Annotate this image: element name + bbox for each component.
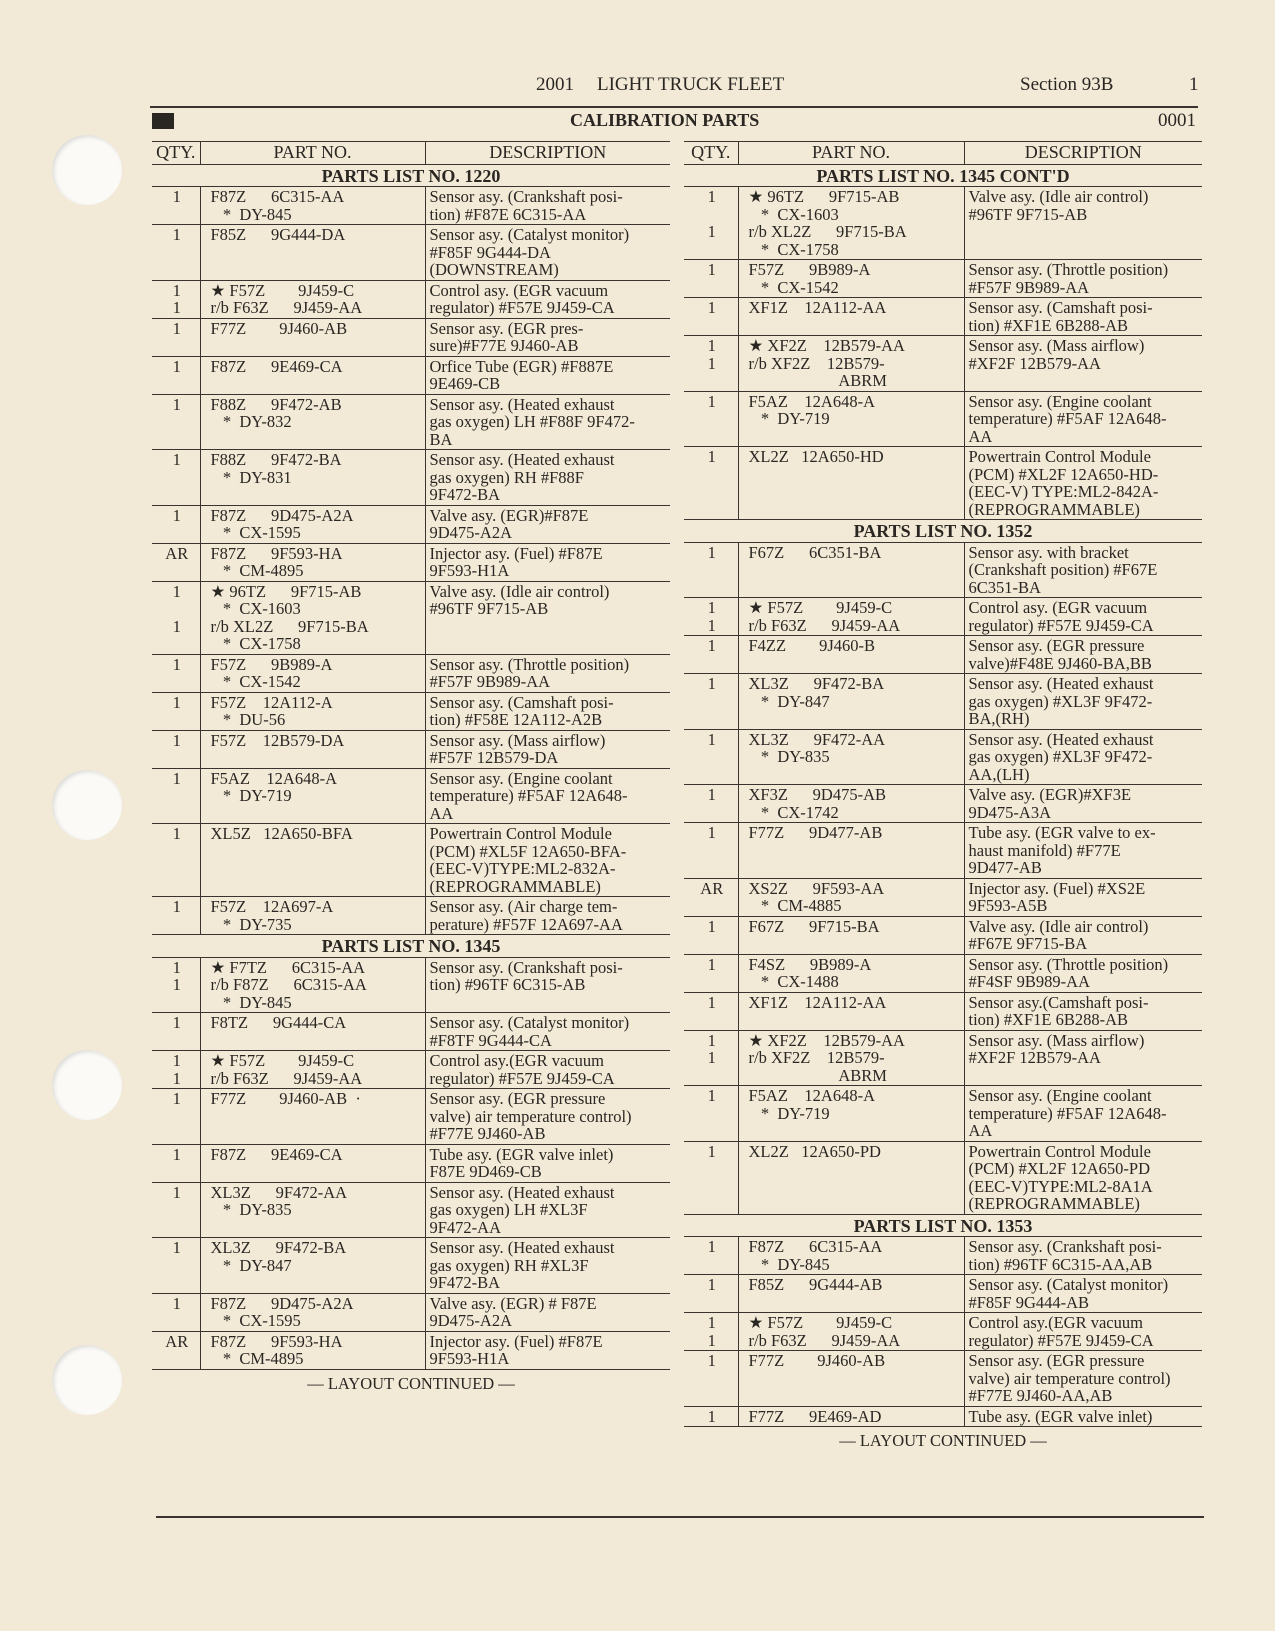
table-row	[684, 823, 1202, 879]
table-row	[684, 674, 1202, 730]
table-row	[684, 260, 1202, 298]
part-no-cell: XL3Z 9F472-AA * DY-835	[200, 1182, 425, 1238]
qty-cell: 1	[684, 823, 738, 879]
qty-cell: 1 1	[684, 187, 738, 260]
description-cell: Sensor asy. (Catalyst monitor) #F85F 9G444-DA (DOWNSTREAM)	[425, 225, 670, 281]
table-row	[152, 1013, 670, 1051]
part-no-cell: F77Z 9D477-AB	[738, 823, 964, 879]
part-no-cell: F87Z 6C315-AA * DY-845	[738, 1237, 964, 1275]
part-no-cell: F87Z 9F593-HA * CM-4895	[200, 1331, 425, 1369]
qty-cell: 1	[684, 1406, 738, 1427]
description-cell: Sensor asy. (Catalyst monitor) #F8TF 9G444-CA	[425, 1013, 670, 1051]
description-cell: Sensor asy. (Heated exhaust gas oxygen) #XL3F 9F472- BA,(RH)	[964, 674, 1202, 730]
table-row	[152, 768, 670, 824]
qty-cell: 1	[684, 447, 738, 520]
qty-cell: 1	[152, 730, 200, 768]
table-row	[684, 878, 1202, 916]
qty-header: QTY.	[152, 142, 200, 165]
part-no-cell: F5AZ 12A648-A * DY-719	[200, 768, 425, 824]
description-cell: Sensor asy. (Throttle position) #F57F 9B989-AA	[964, 260, 1202, 298]
part-no-cell: ★ F7TZ 6C315-AA r/b F87Z 6C315-AA * DY-845	[200, 957, 425, 1013]
part-no-cell: F57Z 12B579-DA	[200, 730, 425, 768]
description-cell: Sensor asy. (EGR pres- sure)#F77E 9J460-AB	[425, 318, 670, 356]
table-row	[152, 692, 670, 730]
table-row	[684, 636, 1202, 674]
description-cell: Sensor asy. (Crankshaft posi- tion) #F87E 6C315-AA	[425, 187, 670, 225]
table-row	[152, 581, 670, 654]
qty-cell: AR	[152, 1331, 200, 1369]
table-row	[684, 729, 1202, 785]
table-row	[684, 1141, 1202, 1214]
description-cell: Valve asy. (EGR)#F87E 9D475-A2A	[425, 505, 670, 543]
parts-list-heading: PARTS LIST NO. 1353	[684, 1214, 1202, 1237]
table-row	[152, 1051, 670, 1089]
qty-cell: 1 1	[684, 336, 738, 392]
part-no-cell: F8TZ 9G444-CA	[200, 1013, 425, 1051]
description-cell: Sensor asy. (Crankshaft posi- tion) #96TF 6C315-AA,AB	[964, 1237, 1202, 1275]
qty-cell: 1	[684, 954, 738, 992]
description-header: DESCRIPTION	[964, 142, 1202, 165]
qty-cell: 1	[152, 824, 200, 897]
part-no-cell: XF3Z 9D475-AB * CX-1742	[738, 785, 964, 823]
parts-list-heading-row	[684, 164, 1202, 187]
qty-cell: AR	[684, 878, 738, 916]
description-cell: Tube asy. (EGR valve to ex- haust manifold) #F77E 9D477-AB	[964, 823, 1202, 879]
qty-cell: 1 1	[152, 280, 200, 318]
table-row	[152, 824, 670, 897]
description-cell: Control asy. (EGR vacuum regulator) #F57E 9J459-CA	[425, 280, 670, 318]
qty-cell: 1 1	[684, 1313, 738, 1351]
table-row	[152, 356, 670, 394]
description-cell: Sensor asy. (EGR pressure valve) air temperature control) #F77E 9J460-AA,AB	[964, 1351, 1202, 1407]
parts-list-heading: PARTS LIST NO. 1345 CONT'D	[684, 164, 1202, 187]
part-no-cell: F67Z 9F715-BA	[738, 916, 964, 954]
description-cell: Sensor asy. (Engine coolant temperature) #F5AF 12A648- AA	[425, 768, 670, 824]
qty-cell: 1	[684, 1086, 738, 1142]
index-marker	[152, 113, 174, 129]
table-row	[684, 1086, 1202, 1142]
right-table-body	[684, 164, 1202, 1427]
table-row	[684, 916, 1202, 954]
table-row	[152, 505, 670, 543]
description-cell: Control asy.(EGR vacuum regulator) #F57E 9J459-CA	[425, 1051, 670, 1089]
qty-cell: 1	[152, 1089, 200, 1145]
part-no-cell: F4ZZ 9J460-B	[738, 636, 964, 674]
qty-cell: 1	[684, 636, 738, 674]
qty-cell: 1	[152, 768, 200, 824]
table-row	[684, 542, 1202, 598]
binder-hole	[52, 770, 122, 840]
description-cell: Valve asy. (EGR)#XF3E 9D475-A3A	[964, 785, 1202, 823]
qty-cell: 1	[152, 394, 200, 450]
qty-cell: 1	[152, 225, 200, 281]
description-cell: Valve asy. (Idle air control) #96TF 9F715-AB	[964, 187, 1202, 260]
year-title: 2001	[536, 74, 574, 95]
qty-cell: 1	[152, 692, 200, 730]
qty-cell: 1	[152, 187, 200, 225]
table-row	[684, 336, 1202, 392]
part-no-cell: F4SZ 9B989-A * CX-1488	[738, 954, 964, 992]
description-cell: Orfice Tube (EGR) #F887E 9E469-CB	[425, 356, 670, 394]
description-cell: Sensor asy. (Heated exhaust gas oxygen) LH #XL3F 9F472-AA	[425, 1182, 670, 1238]
description-cell: Sensor asy. (Throttle position) #F4SF 9B989-AA	[964, 954, 1202, 992]
binder-hole	[52, 1050, 122, 1120]
table-row	[684, 1275, 1202, 1313]
part-no-cell: F67Z 6C351-BA	[738, 542, 964, 598]
qty-cell: 1	[152, 450, 200, 506]
qty-cell: 1	[684, 542, 738, 598]
description-cell: Sensor asy. (Camshaft posi- tion) #F58E 12A112-A2B	[425, 692, 670, 730]
part-no-cell: ★ F57Z 9J459-C r/b F63Z 9J459-AA	[738, 1313, 964, 1351]
qty-cell: 1 1	[152, 957, 200, 1013]
qty-cell: 1	[684, 729, 738, 785]
qty-cell: 1 1	[152, 1051, 200, 1089]
part-no-cell: ★ 96TZ 9F715-AB * CX-1603 r/b XL2Z 9F715-BA * CX-1758	[200, 581, 425, 654]
table-row	[152, 730, 670, 768]
part-no-cell: F57Z 12A697-A * DY-735	[200, 897, 425, 935]
table-row	[684, 1351, 1202, 1407]
part-no-cell: F57Z 12A112-A * DU-56	[200, 692, 425, 730]
table-row	[152, 1331, 670, 1369]
description-cell: Sensor asy. (Engine coolant temperature) #F5AF 12A648- AA	[964, 391, 1202, 447]
qty-cell: 1	[152, 1144, 200, 1182]
part-no-cell: ★ XF2Z 12B579-AA r/b XF2Z 12B579- ABRM	[738, 1030, 964, 1086]
part-no-cell: XF1Z 12A112-AA	[738, 298, 964, 336]
part-no-cell: XL3Z 9F472-AA * DY-835	[738, 729, 964, 785]
description-cell: Sensor asy. (Catalyst monitor) #F85F 9G444-AB	[964, 1275, 1202, 1313]
table-row	[152, 280, 670, 318]
description-cell: Powertrain Control Module (PCM) #XL2F 12A650-HD- (EEC-V) TYPE:ML2-842A- (REPROGRAMMABLE)	[964, 447, 1202, 520]
qty-cell: 1	[684, 916, 738, 954]
part-no-cell: XF1Z 12A112-AA	[738, 992, 964, 1030]
catalog-code: 0001	[1158, 110, 1196, 131]
parts-list-heading: PARTS LIST NO. 1345	[152, 935, 670, 958]
description-cell: Sensor asy. (Throttle position) #F57F 9B989-AA	[425, 654, 670, 692]
description-cell: Sensor asy. (Heated exhaust gas oxygen) RH #F88F 9F472-BA	[425, 450, 670, 506]
part-no-cell: F88Z 9F472-AB * DY-832	[200, 394, 425, 450]
header-rule	[150, 106, 1198, 108]
qty-cell: 1	[684, 674, 738, 730]
qty-cell: 1	[684, 1351, 738, 1407]
parts-list-heading-row	[684, 1214, 1202, 1237]
part-no-cell: F88Z 9F472-BA * DY-831	[200, 450, 425, 506]
description-cell: Sensor asy. (Crankshaft posi- tion) #96TF 6C315-AB	[425, 957, 670, 1013]
part-no-cell: ★ F57Z 9J459-C r/b F63Z 9J459-AA	[738, 598, 964, 636]
qty-cell: AR	[152, 543, 200, 581]
column-header-row	[684, 142, 1202, 165]
qty-cell: 1	[152, 654, 200, 692]
description-cell: Valve asy. (Idle air control) #96TF 9F715-AB	[425, 581, 670, 654]
qty-cell: 1	[152, 1238, 200, 1294]
table-row	[684, 1406, 1202, 1427]
part-no-cell: F77Z 9E469-AD	[738, 1406, 964, 1427]
parts-list-heading: PARTS LIST NO. 1220	[152, 164, 670, 187]
left-table-body	[152, 164, 670, 1369]
parts-list-heading: PARTS LIST NO. 1352	[684, 520, 1202, 543]
page-number: 1	[1189, 74, 1199, 95]
part-no-cell: F5AZ 12A648-A * DY-719	[738, 1086, 964, 1142]
qty-cell: 1	[152, 1013, 200, 1051]
table-row	[152, 897, 670, 935]
part-no-cell: F87Z 9F593-HA * CM-4895	[200, 543, 425, 581]
part-no-cell: XL2Z 12A650-PD	[738, 1141, 964, 1214]
description-cell: Injector asy. (Fuel) #F87E 9F593-H1A	[425, 1331, 670, 1369]
part-no-cell: F87Z 9D475-A2A * CX-1595	[200, 505, 425, 543]
table-row	[152, 654, 670, 692]
binder-hole	[52, 1345, 122, 1415]
table-row	[684, 954, 1202, 992]
left-parts-table	[152, 141, 670, 1370]
part-no-header: PART NO.	[200, 142, 425, 165]
table-row	[152, 187, 670, 225]
part-no-cell: ★ F57Z 9J459-C r/b F63Z 9J459-AA	[200, 1051, 425, 1089]
description-cell: Sensor asy. (Engine coolant temperature) #F5AF 12A648- AA	[964, 1086, 1202, 1142]
table-row	[684, 598, 1202, 636]
qty-cell: 1	[684, 992, 738, 1030]
table-row	[152, 1182, 670, 1238]
section-label: Section 93B	[1020, 74, 1114, 95]
description-cell: Sensor asy. (EGR pressure valve)#F48E 9J460-BA,BB	[964, 636, 1202, 674]
qty-cell: 1	[684, 1141, 738, 1214]
description-cell: Valve asy. (EGR) # F87E 9D475-A2A	[425, 1293, 670, 1331]
qty-cell: 1	[152, 318, 200, 356]
table-row	[684, 391, 1202, 447]
layout-continued-left: — LAYOUT CONTINUED —	[307, 1373, 515, 1393]
description-cell: Sensor asy. (EGR pressure valve) air temperature control) #F77E 9J460-AB	[425, 1089, 670, 1145]
table-row	[152, 1089, 670, 1145]
part-no-cell: F87Z 6C315-AA * DY-845	[200, 187, 425, 225]
qty-cell: 1	[684, 1237, 738, 1275]
qty-cell: 1	[152, 1182, 200, 1238]
layout-continued-right: — LAYOUT CONTINUED —	[839, 1431, 1047, 1450]
table-row	[152, 543, 670, 581]
table-row	[152, 1293, 670, 1331]
part-no-cell: XL5Z 12A650-BFA	[200, 824, 425, 897]
description-cell: Tube asy. (EGR valve inlet)	[964, 1406, 1202, 1427]
qty-header: QTY.	[684, 142, 738, 165]
description-cell: Injector asy. (Fuel) #F87E 9F593-H1A	[425, 543, 670, 581]
qty-cell: 1	[152, 505, 200, 543]
table-row	[684, 992, 1202, 1030]
qty-cell: 1	[152, 897, 200, 935]
table-row	[152, 957, 670, 1013]
qty-cell: 1	[152, 356, 200, 394]
table-row	[152, 225, 670, 281]
table-row	[684, 1030, 1202, 1086]
parts-list-heading-row	[152, 935, 670, 958]
description-cell: Sensor asy. (Air charge tem- perature) #F57F 12A697-AA	[425, 897, 670, 935]
part-no-cell: XL3Z 9F472-BA * DY-847	[738, 674, 964, 730]
table-row	[684, 1313, 1202, 1351]
table-row	[152, 318, 670, 356]
part-no-cell: F77Z 9J460-AB	[738, 1351, 964, 1407]
description-header: DESCRIPTION	[425, 142, 670, 165]
qty-cell: 1	[152, 1293, 200, 1331]
table-row	[152, 394, 670, 450]
table-row	[684, 1237, 1202, 1275]
part-no-cell: ★ 96TZ 9F715-AB * CX-1603 r/b XL2Z 9F715-BA * CX-1758	[738, 187, 964, 260]
description-cell: Control asy.(EGR vacuum regulator) #F57E 9J459-CA	[964, 1313, 1202, 1351]
qty-cell: 1 1	[152, 581, 200, 654]
column-header-row	[152, 142, 670, 165]
part-no-cell: F5AZ 12A648-A * DY-719	[738, 391, 964, 447]
description-cell: Sensor asy. (Heated exhaust gas oxygen) RH #XL3F 9F472-BA	[425, 1238, 670, 1294]
right-column	[684, 141, 1202, 1451]
table-row	[684, 447, 1202, 520]
description-cell: Powertrain Control Module (PCM) #XL5F 12A650-BFA- (EEC-V)TYPE:ML2-832A- (REPROGRAMMABLE)	[425, 824, 670, 897]
parts-list-heading-row	[684, 520, 1202, 543]
qty-cell: 1	[684, 298, 738, 336]
qty-cell: 1	[684, 1275, 738, 1313]
part-no-cell: F87Z 9D475-A2A * CX-1595	[200, 1293, 425, 1331]
description-cell: Sensor asy. (Camshaft posi- tion) #XF1E 6B288-AB	[964, 298, 1202, 336]
catalog-title: CALIBRATION PARTS	[570, 110, 760, 130]
part-no-cell: ★ F57Z 9J459-C r/b F63Z 9J459-AA	[200, 280, 425, 318]
table-row	[684, 187, 1202, 260]
binder-hole	[52, 135, 122, 205]
qty-cell: 1 1	[684, 1030, 738, 1086]
table-row	[152, 1144, 670, 1182]
qty-cell: 1	[684, 260, 738, 298]
part-no-cell: F57Z 9B989-A * CX-1542	[738, 260, 964, 298]
part-no-cell: F87Z 9E469-CA	[200, 1144, 425, 1182]
description-cell: Tube asy. (EGR valve inlet) F87E 9D469-CB	[425, 1144, 670, 1182]
left-column	[152, 141, 670, 1394]
part-no-cell: F57Z 9B989-A * CX-1542	[200, 654, 425, 692]
right-parts-table	[684, 141, 1202, 1427]
part-no-header: PART NO.	[738, 142, 964, 165]
part-no-cell: F77Z 9J460-AB ·	[200, 1089, 425, 1145]
table-row	[684, 785, 1202, 823]
footer-rule	[156, 1516, 1204, 1518]
description-cell: Sensor asy. (Mass airflow) #XF2F 12B579-AA	[964, 1030, 1202, 1086]
part-no-cell: XL3Z 9F472-BA * DY-847	[200, 1238, 425, 1294]
description-cell: Sensor asy. (Heated exhaust gas oxygen) LH #F88F 9F472- BA	[425, 394, 670, 450]
parts-list-heading-row	[152, 164, 670, 187]
description-cell: Injector asy. (Fuel) #XS2E 9F593-A5B	[964, 878, 1202, 916]
description-cell: Sensor asy.(Camshaft posi- tion) #XF1E 6B288-AB	[964, 992, 1202, 1030]
part-no-cell: F77Z 9J460-AB	[200, 318, 425, 356]
description-cell: Sensor asy. with bracket (Crankshaft position) #F67E 6C351-BA	[964, 542, 1202, 598]
part-no-cell: F87Z 9E469-CA	[200, 356, 425, 394]
part-no-cell: XS2Z 9F593-AA * CM-4885	[738, 878, 964, 916]
qty-cell: 1	[684, 391, 738, 447]
description-cell: Control asy. (EGR vacuum regulator) #F57E 9J459-CA	[964, 598, 1202, 636]
description-cell: Valve asy. (Idle air control) #F67E 9F715-BA	[964, 916, 1202, 954]
table-row	[152, 1238, 670, 1294]
part-no-cell: F85Z 9G444-AB	[738, 1275, 964, 1313]
part-no-cell: ★ XF2Z 12B579-AA r/b XF2Z 12B579- ABRM	[738, 336, 964, 392]
description-cell: Sensor asy. (Heated exhaust gas oxygen) #XL3F 9F472- AA,(LH)	[964, 729, 1202, 785]
part-no-cell: XL2Z 12A650-HD	[738, 447, 964, 520]
qty-cell: 1 1	[684, 598, 738, 636]
table-row	[152, 450, 670, 506]
qty-cell: 1	[684, 785, 738, 823]
description-cell: Powertrain Control Module (PCM) #XL2F 12A650-PD (EEC-V)TYPE:ML2-8A1A (REPROGRAMMABLE)	[964, 1141, 1202, 1214]
part-no-cell: F85Z 9G444-DA	[200, 225, 425, 281]
table-row	[684, 298, 1202, 336]
fleet-title: LIGHT TRUCK FLEET	[597, 74, 785, 95]
description-cell: Sensor asy. (Mass airflow) #XF2F 12B579-AA	[964, 336, 1202, 392]
description-cell: Sensor asy. (Mass airflow) #F57F 12B579-DA	[425, 730, 670, 768]
